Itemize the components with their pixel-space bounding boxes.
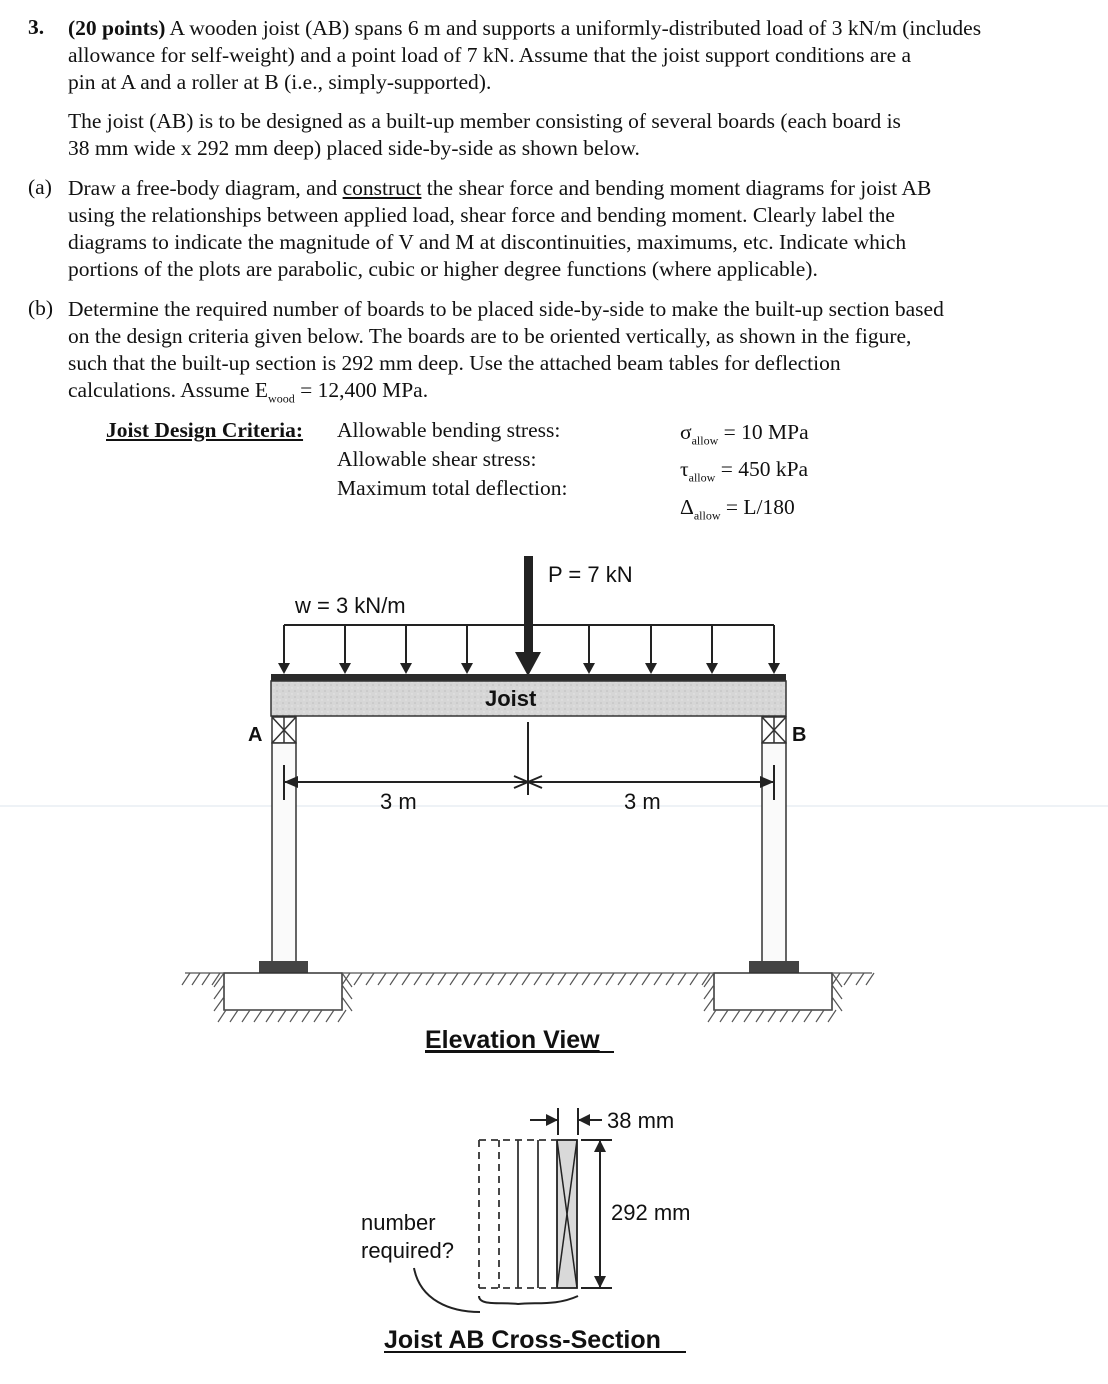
intro-line-2: allowance for self-weight) and a point load of 7 kN. Assume that the joist support conditions are a <box>68 43 912 67</box>
delta-sub: allow <box>693 507 721 522</box>
board-section <box>557 1140 577 1288</box>
support-b-connector <box>762 717 786 743</box>
sigma-symbol: σ <box>680 420 692 444</box>
deflection-value: = L/180 <box>720 494 795 519</box>
delta-symbol: Δ <box>680 494 694 519</box>
tau-symbol: τ <box>680 457 689 482</box>
width-dimension <box>530 1108 602 1135</box>
depth-dimension <box>581 1140 612 1288</box>
criteria-label-bending: Allowable bending stress: <box>337 418 561 442</box>
design-line-1: The joist (AB) is to be designed as a built-up member consisting of several boards (each board is <box>68 109 901 133</box>
criteria-labels <box>337 416 567 503</box>
part-b-l4-pre: calculations. Assume E <box>68 378 269 402</box>
sigma-sub: allow <box>691 433 719 448</box>
left-base-plate <box>259 961 308 973</box>
cross-section-title: Joist AB Cross-Section <box>384 1326 661 1354</box>
question-intro <box>68 15 981 96</box>
part-a-line-3: diagrams to indicate the magnitude of V and M at discontinuities, maximums, etc. Indicate which <box>68 230 907 254</box>
span-right-label: 3 m <box>624 789 661 814</box>
part-b-l4-sub: wood <box>268 391 295 406</box>
design-line-2: 38 mm wide x 292 mm deep) placed side-by-side as shown below. <box>68 136 640 160</box>
udl-label: w = 3 kN/m <box>295 593 406 618</box>
support-b-label: B <box>792 724 807 746</box>
intro-line-1: A wooden joist (AB) spans 6 m and supports a uniformly-distributed load of 3 kN/m (includes <box>165 16 982 40</box>
part-b-line-2: on the design criteria given below. The boards are to be oriented vertically, as shown in the figure, <box>68 324 912 348</box>
part-a-l1-underlined: construct <box>342 176 422 200</box>
boards-brace <box>479 1296 578 1304</box>
cross-section-diagram <box>0 1090 1108 1380</box>
criteria-heading: Joist Design Criteria: <box>106 418 304 442</box>
question-number: 3. <box>28 15 45 39</box>
support-a-connector <box>272 717 296 743</box>
part-b-line-1: Determine the required number of boards to be placed side-by-side to make the built-up section based <box>68 297 944 321</box>
right-base-plate <box>749 961 799 973</box>
point-load-label: P = 7 kN <box>548 562 633 587</box>
part-a-line-4: portions of the plots are parabolic, cubic or higher degree functions (where applicable). <box>68 257 818 281</box>
elevation-diagram <box>0 540 1108 1060</box>
joist-label: Joist <box>485 686 537 711</box>
question-points: (20 points) <box>68 16 166 40</box>
part-a-line-2: using the relationships between applied load, shear force and bending moment. Clearly label the <box>68 203 895 227</box>
point-load-arrow <box>515 556 541 676</box>
part-a-label: (a) <box>28 175 52 199</box>
pointer-curve <box>414 1268 480 1312</box>
criteria-label-shear: Allowable shear stress: <box>337 447 537 471</box>
support-a-label: A <box>248 724 263 746</box>
number-required-line-2: required? <box>361 1238 454 1263</box>
number-required-line-1: number <box>361 1210 436 1235</box>
right-footing <box>714 973 832 1010</box>
span-left-label: 3 m <box>380 789 417 814</box>
shear-value: = 450 kPa <box>715 457 809 482</box>
criteria-label-deflection: Maximum total deflection: <box>337 476 568 500</box>
tau-sub: allow <box>688 470 716 485</box>
depth-label: 292 mm <box>611 1200 691 1225</box>
width-label: 38 mm <box>607 1108 675 1133</box>
span-dimension <box>284 722 774 800</box>
bending-value: = 10 MPa <box>718 420 809 444</box>
part-b-label: (b) <box>28 296 54 320</box>
part-b-text <box>68 296 944 412</box>
part-b-l4-post: = 12,400 MPa. <box>294 378 429 402</box>
part-a-l1-pre: Draw a free-body diagram, and <box>68 176 343 200</box>
part-a-l1-post: the shear force and bending moment diagrams for joist AB <box>421 176 932 200</box>
elevation-title: Elevation View <box>425 1026 600 1054</box>
part-b-line-3: such that the built-up section is 292 mm deep. Use the attached beam tables for deflection <box>68 351 841 375</box>
left-footing <box>224 973 342 1010</box>
part-a-text <box>68 175 931 283</box>
dashed-boards <box>479 1140 556 1288</box>
criteria-values <box>680 418 809 530</box>
design-description <box>68 108 901 162</box>
intro-line-3: pin at A and a roller at B (i.e., simply-supported). <box>68 70 492 94</box>
